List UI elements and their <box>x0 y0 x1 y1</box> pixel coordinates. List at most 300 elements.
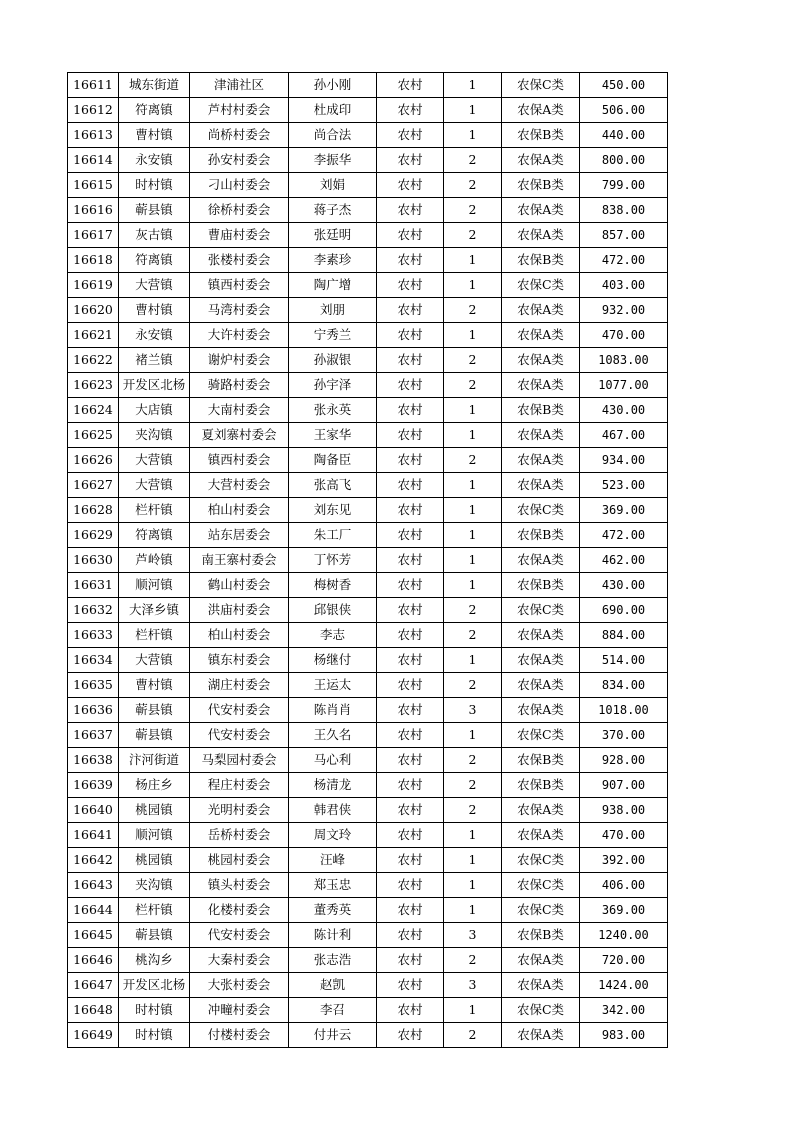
record-number-cell: 16630 <box>68 548 119 573</box>
residence-type-cell: 农村 <box>377 973 444 998</box>
insurance-category-cell: 农保A类 <box>502 223 580 248</box>
record-number-cell: 16646 <box>68 948 119 973</box>
household-count-cell: 1 <box>444 573 502 598</box>
person-name-cell: 李志 <box>289 623 377 648</box>
town-cell: 符离镇 <box>119 523 190 548</box>
table-row <box>68 73 668 98</box>
residence-type-cell: 农村 <box>377 748 444 773</box>
record-number-cell: 16634 <box>68 648 119 673</box>
person-name-cell: 张高飞 <box>289 473 377 498</box>
residence-type-cell: 农村 <box>377 248 444 273</box>
person-name-cell: 汪峰 <box>289 848 377 873</box>
residence-type-cell: 农村 <box>377 123 444 148</box>
village-committee-cell: 大许村委会 <box>190 323 289 348</box>
residence-type-cell: 农村 <box>377 473 444 498</box>
village-committee-cell: 马梨园村委会 <box>190 748 289 773</box>
town-cell: 蕲县镇 <box>119 723 190 748</box>
insurance-category-cell: 农保B类 <box>502 123 580 148</box>
record-number-cell: 16645 <box>68 923 119 948</box>
town-cell: 时村镇 <box>119 173 190 198</box>
table-row <box>68 123 668 148</box>
amount-cell: 450.00 <box>580 73 668 98</box>
town-cell: 褚兰镇 <box>119 348 190 373</box>
town-cell: 夹沟镇 <box>119 873 190 898</box>
insurance-category-cell: 农保C类 <box>502 848 580 873</box>
town-cell: 栏杆镇 <box>119 498 190 523</box>
household-count-cell: 1 <box>444 848 502 873</box>
amount-cell: 690.00 <box>580 598 668 623</box>
residence-type-cell: 农村 <box>377 798 444 823</box>
person-name-cell: 赵凯 <box>289 973 377 998</box>
residence-type-cell: 农村 <box>377 948 444 973</box>
amount-cell: 430.00 <box>580 398 668 423</box>
residence-type-cell: 农村 <box>377 773 444 798</box>
table-row <box>68 598 668 623</box>
record-number-cell: 16614 <box>68 148 119 173</box>
table-row <box>68 548 668 573</box>
insurance-category-cell: 农保A类 <box>502 673 580 698</box>
residence-type-cell: 农村 <box>377 523 444 548</box>
amount-cell: 403.00 <box>580 273 668 298</box>
insurance-category-cell: 农保A类 <box>502 298 580 323</box>
household-count-cell: 1 <box>444 323 502 348</box>
insurance-category-cell: 农保B类 <box>502 748 580 773</box>
household-count-cell: 1 <box>444 723 502 748</box>
record-number-cell: 16622 <box>68 348 119 373</box>
village-committee-cell: 刁山村委会 <box>190 173 289 198</box>
town-cell: 蕲县镇 <box>119 698 190 723</box>
village-committee-cell: 尚桥村委会 <box>190 123 289 148</box>
table-row <box>68 448 668 473</box>
record-number-cell: 16619 <box>68 273 119 298</box>
amount-cell: 370.00 <box>580 723 668 748</box>
record-number-cell: 16635 <box>68 673 119 698</box>
town-cell: 曹村镇 <box>119 123 190 148</box>
table-row <box>68 998 668 1023</box>
town-cell: 桃园镇 <box>119 798 190 823</box>
town-cell: 栏杆镇 <box>119 623 190 648</box>
person-name-cell: 李振华 <box>289 148 377 173</box>
residence-type-cell: 农村 <box>377 823 444 848</box>
village-committee-cell: 桃园村委会 <box>190 848 289 873</box>
amount-cell: 342.00 <box>580 998 668 1023</box>
town-cell: 蕲县镇 <box>119 923 190 948</box>
table-row <box>68 398 668 423</box>
residence-type-cell: 农村 <box>377 398 444 423</box>
household-count-cell: 2 <box>444 373 502 398</box>
residence-type-cell: 农村 <box>377 498 444 523</box>
amount-cell: 838.00 <box>580 198 668 223</box>
person-name-cell: 陈肖肖 <box>289 698 377 723</box>
residence-type-cell: 农村 <box>377 548 444 573</box>
village-committee-cell: 湖庄村委会 <box>190 673 289 698</box>
insurance-category-cell: 农保B类 <box>502 523 580 548</box>
person-name-cell: 董秀英 <box>289 898 377 923</box>
table-row <box>68 373 668 398</box>
town-cell: 灰古镇 <box>119 223 190 248</box>
table-row <box>68 248 668 273</box>
table-row <box>68 498 668 523</box>
town-cell: 桃园镇 <box>119 848 190 873</box>
village-committee-cell: 代安村委会 <box>190 723 289 748</box>
table-row <box>68 148 668 173</box>
household-count-cell: 2 <box>444 348 502 373</box>
person-name-cell: 蒋子杰 <box>289 198 377 223</box>
amount-cell: 857.00 <box>580 223 668 248</box>
insurance-category-cell: 农保A类 <box>502 698 580 723</box>
table-row <box>68 923 668 948</box>
town-cell: 大营镇 <box>119 448 190 473</box>
town-cell: 大营镇 <box>119 473 190 498</box>
household-count-cell: 2 <box>444 298 502 323</box>
household-count-cell: 1 <box>444 123 502 148</box>
village-committee-cell: 代安村委会 <box>190 698 289 723</box>
residence-type-cell: 农村 <box>377 598 444 623</box>
table-row <box>68 573 668 598</box>
household-count-cell: 2 <box>444 798 502 823</box>
town-cell: 蕲县镇 <box>119 198 190 223</box>
household-count-cell: 1 <box>444 648 502 673</box>
town-cell: 时村镇 <box>119 998 190 1023</box>
person-name-cell: 孙淑银 <box>289 348 377 373</box>
amount-cell: 907.00 <box>580 773 668 798</box>
town-cell: 顺河镇 <box>119 573 190 598</box>
village-committee-cell: 柏山村委会 <box>190 498 289 523</box>
insurance-category-cell: 农保A类 <box>502 623 580 648</box>
insurance-category-cell: 农保A类 <box>502 798 580 823</box>
town-cell: 城东街道 <box>119 73 190 98</box>
person-name-cell: 马心利 <box>289 748 377 773</box>
insurance-category-cell: 农保A类 <box>502 323 580 348</box>
amount-cell: 430.00 <box>580 573 668 598</box>
residence-type-cell: 农村 <box>377 273 444 298</box>
village-committee-cell: 洪庙村委会 <box>190 598 289 623</box>
person-name-cell: 李素珍 <box>289 248 377 273</box>
table-row <box>68 648 668 673</box>
village-committee-cell: 骑路村委会 <box>190 373 289 398</box>
table-row <box>68 298 668 323</box>
village-committee-cell: 镇西村委会 <box>190 273 289 298</box>
town-cell: 栏杆镇 <box>119 898 190 923</box>
town-cell: 大营镇 <box>119 273 190 298</box>
record-number-cell: 16644 <box>68 898 119 923</box>
record-number-cell: 16637 <box>68 723 119 748</box>
village-committee-cell: 曹庙村委会 <box>190 223 289 248</box>
household-count-cell: 2 <box>444 173 502 198</box>
table-row <box>68 723 668 748</box>
data-table <box>67 72 668 1048</box>
village-committee-cell: 芦村村委会 <box>190 98 289 123</box>
amount-cell: 799.00 <box>580 173 668 198</box>
household-count-cell: 1 <box>444 498 502 523</box>
insurance-category-cell: 农保C类 <box>502 498 580 523</box>
amount-cell: 470.00 <box>580 323 668 348</box>
town-cell: 开发区北杨 <box>119 373 190 398</box>
amount-cell: 934.00 <box>580 448 668 473</box>
village-committee-cell: 站东居委会 <box>190 523 289 548</box>
person-name-cell: 尚合法 <box>289 123 377 148</box>
insurance-category-cell: 农保B类 <box>502 923 580 948</box>
table-row <box>68 823 668 848</box>
insurance-category-cell: 农保A类 <box>502 1023 580 1048</box>
record-number-cell: 16631 <box>68 573 119 598</box>
amount-cell: 928.00 <box>580 748 668 773</box>
insurance-category-cell: 农保A类 <box>502 973 580 998</box>
amount-cell: 834.00 <box>580 673 668 698</box>
village-committee-cell: 鹤山村委会 <box>190 573 289 598</box>
household-count-cell: 1 <box>444 873 502 898</box>
amount-cell: 506.00 <box>580 98 668 123</box>
table-row <box>68 623 668 648</box>
insurance-category-cell: 农保A类 <box>502 448 580 473</box>
residence-type-cell: 农村 <box>377 898 444 923</box>
person-name-cell: 陶广增 <box>289 273 377 298</box>
person-name-cell: 李召 <box>289 998 377 1023</box>
village-committee-cell: 程庄村委会 <box>190 773 289 798</box>
person-name-cell: 郑玉忠 <box>289 873 377 898</box>
insurance-category-cell: 农保A类 <box>502 348 580 373</box>
amount-cell: 720.00 <box>580 948 668 973</box>
insurance-category-cell: 农保A类 <box>502 548 580 573</box>
table-row <box>68 773 668 798</box>
insurance-category-cell: 农保B类 <box>502 773 580 798</box>
village-committee-cell: 冲疃村委会 <box>190 998 289 1023</box>
record-number-cell: 16626 <box>68 448 119 473</box>
insurance-category-cell: 农保B类 <box>502 248 580 273</box>
town-cell: 汴河街道 <box>119 748 190 773</box>
insurance-category-cell: 农保B类 <box>502 573 580 598</box>
table-row <box>68 748 668 773</box>
village-committee-cell: 大营村委会 <box>190 473 289 498</box>
town-cell: 开发区北杨 <box>119 973 190 998</box>
residence-type-cell: 农村 <box>377 423 444 448</box>
household-count-cell: 2 <box>444 598 502 623</box>
town-cell: 永安镇 <box>119 323 190 348</box>
record-number-cell: 16620 <box>68 298 119 323</box>
residence-type-cell: 农村 <box>377 998 444 1023</box>
residence-type-cell: 农村 <box>377 173 444 198</box>
village-committee-cell: 夏刘寨村委会 <box>190 423 289 448</box>
amount-cell: 938.00 <box>580 798 668 823</box>
town-cell: 曹村镇 <box>119 673 190 698</box>
household-count-cell: 2 <box>444 198 502 223</box>
person-name-cell: 张志浩 <box>289 948 377 973</box>
household-count-cell: 1 <box>444 248 502 273</box>
village-committee-cell: 岳桥村委会 <box>190 823 289 848</box>
table-row <box>68 523 668 548</box>
table-row <box>68 348 668 373</box>
town-cell: 永安镇 <box>119 148 190 173</box>
person-name-cell: 丁怀芳 <box>289 548 377 573</box>
record-number-cell: 16629 <box>68 523 119 548</box>
household-count-cell: 1 <box>444 98 502 123</box>
village-committee-cell: 柏山村委会 <box>190 623 289 648</box>
record-number-cell: 16643 <box>68 873 119 898</box>
person-name-cell: 朱工厂 <box>289 523 377 548</box>
insurance-category-cell: 农保A类 <box>502 648 580 673</box>
amount-cell: 1018.00 <box>580 698 668 723</box>
amount-cell: 884.00 <box>580 623 668 648</box>
household-count-cell: 1 <box>444 823 502 848</box>
residence-type-cell: 农村 <box>377 1023 444 1048</box>
village-committee-cell: 化楼村委会 <box>190 898 289 923</box>
town-cell: 芦岭镇 <box>119 548 190 573</box>
village-committee-cell: 徐桥村委会 <box>190 198 289 223</box>
village-committee-cell: 津浦社区 <box>190 73 289 98</box>
insurance-category-cell: 农保A类 <box>502 98 580 123</box>
residence-type-cell: 农村 <box>377 848 444 873</box>
village-committee-cell: 孙安村委会 <box>190 148 289 173</box>
village-committee-cell: 镇东村委会 <box>190 648 289 673</box>
village-committee-cell: 光明村委会 <box>190 798 289 823</box>
record-number-cell: 16612 <box>68 98 119 123</box>
residence-type-cell: 农村 <box>377 873 444 898</box>
household-count-cell: 1 <box>444 998 502 1023</box>
town-cell: 大店镇 <box>119 398 190 423</box>
table-row <box>68 473 668 498</box>
insurance-category-cell: 农保C类 <box>502 273 580 298</box>
table-row <box>68 698 668 723</box>
amount-cell: 1424.00 <box>580 973 668 998</box>
village-committee-cell: 代安村委会 <box>190 923 289 948</box>
village-committee-cell: 镇头村委会 <box>190 873 289 898</box>
insurance-category-cell: 农保A类 <box>502 148 580 173</box>
amount-cell: 523.00 <box>580 473 668 498</box>
residence-type-cell: 农村 <box>377 323 444 348</box>
record-number-cell: 16627 <box>68 473 119 498</box>
insurance-category-cell: 农保C类 <box>502 998 580 1023</box>
person-name-cell: 杜成印 <box>289 98 377 123</box>
town-cell: 顺河镇 <box>119 823 190 848</box>
residence-type-cell: 农村 <box>377 448 444 473</box>
person-name-cell: 宁秀兰 <box>289 323 377 348</box>
amount-cell: 1240.00 <box>580 923 668 948</box>
household-count-cell: 2 <box>444 223 502 248</box>
household-count-cell: 2 <box>444 148 502 173</box>
amount-cell: 1077.00 <box>580 373 668 398</box>
insurance-category-cell: 农保B类 <box>502 398 580 423</box>
record-number-cell: 16639 <box>68 773 119 798</box>
residence-type-cell: 农村 <box>377 698 444 723</box>
record-number-cell: 16648 <box>68 998 119 1023</box>
table-row <box>68 273 668 298</box>
village-committee-cell: 马湾村委会 <box>190 298 289 323</box>
town-cell: 曹村镇 <box>119 298 190 323</box>
table-row <box>68 223 668 248</box>
record-number-cell: 16616 <box>68 198 119 223</box>
record-number-cell: 16625 <box>68 423 119 448</box>
village-committee-cell: 南王寨村委会 <box>190 548 289 573</box>
table-row <box>68 98 668 123</box>
household-count-cell: 2 <box>444 623 502 648</box>
record-number-cell: 16615 <box>68 173 119 198</box>
amount-cell: 470.00 <box>580 823 668 848</box>
record-number-cell: 16647 <box>68 973 119 998</box>
person-name-cell: 陶备臣 <box>289 448 377 473</box>
village-committee-cell: 大南村委会 <box>190 398 289 423</box>
insurance-category-cell: 农保A类 <box>502 823 580 848</box>
amount-cell: 462.00 <box>580 548 668 573</box>
town-cell: 大泽乡镇 <box>119 598 190 623</box>
table-row <box>68 973 668 998</box>
residence-type-cell: 农村 <box>377 223 444 248</box>
person-name-cell: 梅树香 <box>289 573 377 598</box>
household-count-cell: 1 <box>444 898 502 923</box>
table-row <box>68 423 668 448</box>
residence-type-cell: 农村 <box>377 723 444 748</box>
residence-type-cell: 农村 <box>377 573 444 598</box>
household-count-cell: 1 <box>444 273 502 298</box>
insurance-category-cell: 农保C类 <box>502 873 580 898</box>
amount-cell: 472.00 <box>580 523 668 548</box>
person-name-cell: 杨清龙 <box>289 773 377 798</box>
household-count-cell: 2 <box>444 748 502 773</box>
residence-type-cell: 农村 <box>377 198 444 223</box>
record-number-cell: 16638 <box>68 748 119 773</box>
residence-type-cell: 农村 <box>377 648 444 673</box>
record-number-cell: 16628 <box>68 498 119 523</box>
insurance-category-cell: 农保A类 <box>502 473 580 498</box>
amount-cell: 932.00 <box>580 298 668 323</box>
person-name-cell: 刘东见 <box>289 498 377 523</box>
insurance-category-cell: 农保A类 <box>502 198 580 223</box>
amount-cell: 369.00 <box>580 498 668 523</box>
residence-type-cell: 农村 <box>377 73 444 98</box>
household-count-cell: 2 <box>444 948 502 973</box>
record-number-cell: 16623 <box>68 373 119 398</box>
record-number-cell: 16618 <box>68 248 119 273</box>
residence-type-cell: 农村 <box>377 298 444 323</box>
household-count-cell: 1 <box>444 398 502 423</box>
record-number-cell: 16642 <box>68 848 119 873</box>
record-number-cell: 16640 <box>68 798 119 823</box>
insurance-category-cell: 农保A类 <box>502 948 580 973</box>
household-count-cell: 1 <box>444 548 502 573</box>
person-name-cell: 王久名 <box>289 723 377 748</box>
person-name-cell: 王运太 <box>289 673 377 698</box>
household-count-cell: 2 <box>444 773 502 798</box>
person-name-cell: 孙宇泽 <box>289 373 377 398</box>
record-number-cell: 16624 <box>68 398 119 423</box>
insurance-category-cell: 农保A类 <box>502 373 580 398</box>
record-number-cell: 16636 <box>68 698 119 723</box>
insurance-category-cell: 农保B类 <box>502 173 580 198</box>
table-row <box>68 798 668 823</box>
amount-cell: 983.00 <box>580 1023 668 1048</box>
table-row <box>68 948 668 973</box>
household-count-cell: 1 <box>444 523 502 548</box>
residence-type-cell: 农村 <box>377 923 444 948</box>
insurance-category-cell: 农保C类 <box>502 73 580 98</box>
person-name-cell: 刘娟 <box>289 173 377 198</box>
village-committee-cell: 谢炉村委会 <box>190 348 289 373</box>
table-row <box>68 673 668 698</box>
table-row <box>68 848 668 873</box>
record-number-cell: 16649 <box>68 1023 119 1048</box>
amount-cell: 1083.00 <box>580 348 668 373</box>
person-name-cell: 陈计利 <box>289 923 377 948</box>
residence-type-cell: 农村 <box>377 373 444 398</box>
household-count-cell: 2 <box>444 448 502 473</box>
table-body <box>68 73 668 1048</box>
person-name-cell: 邱银侠 <box>289 598 377 623</box>
table-row <box>68 873 668 898</box>
person-name-cell: 张永英 <box>289 398 377 423</box>
town-cell: 大营镇 <box>119 648 190 673</box>
town-cell: 符离镇 <box>119 98 190 123</box>
record-number-cell: 16632 <box>68 598 119 623</box>
table-row <box>68 1023 668 1048</box>
